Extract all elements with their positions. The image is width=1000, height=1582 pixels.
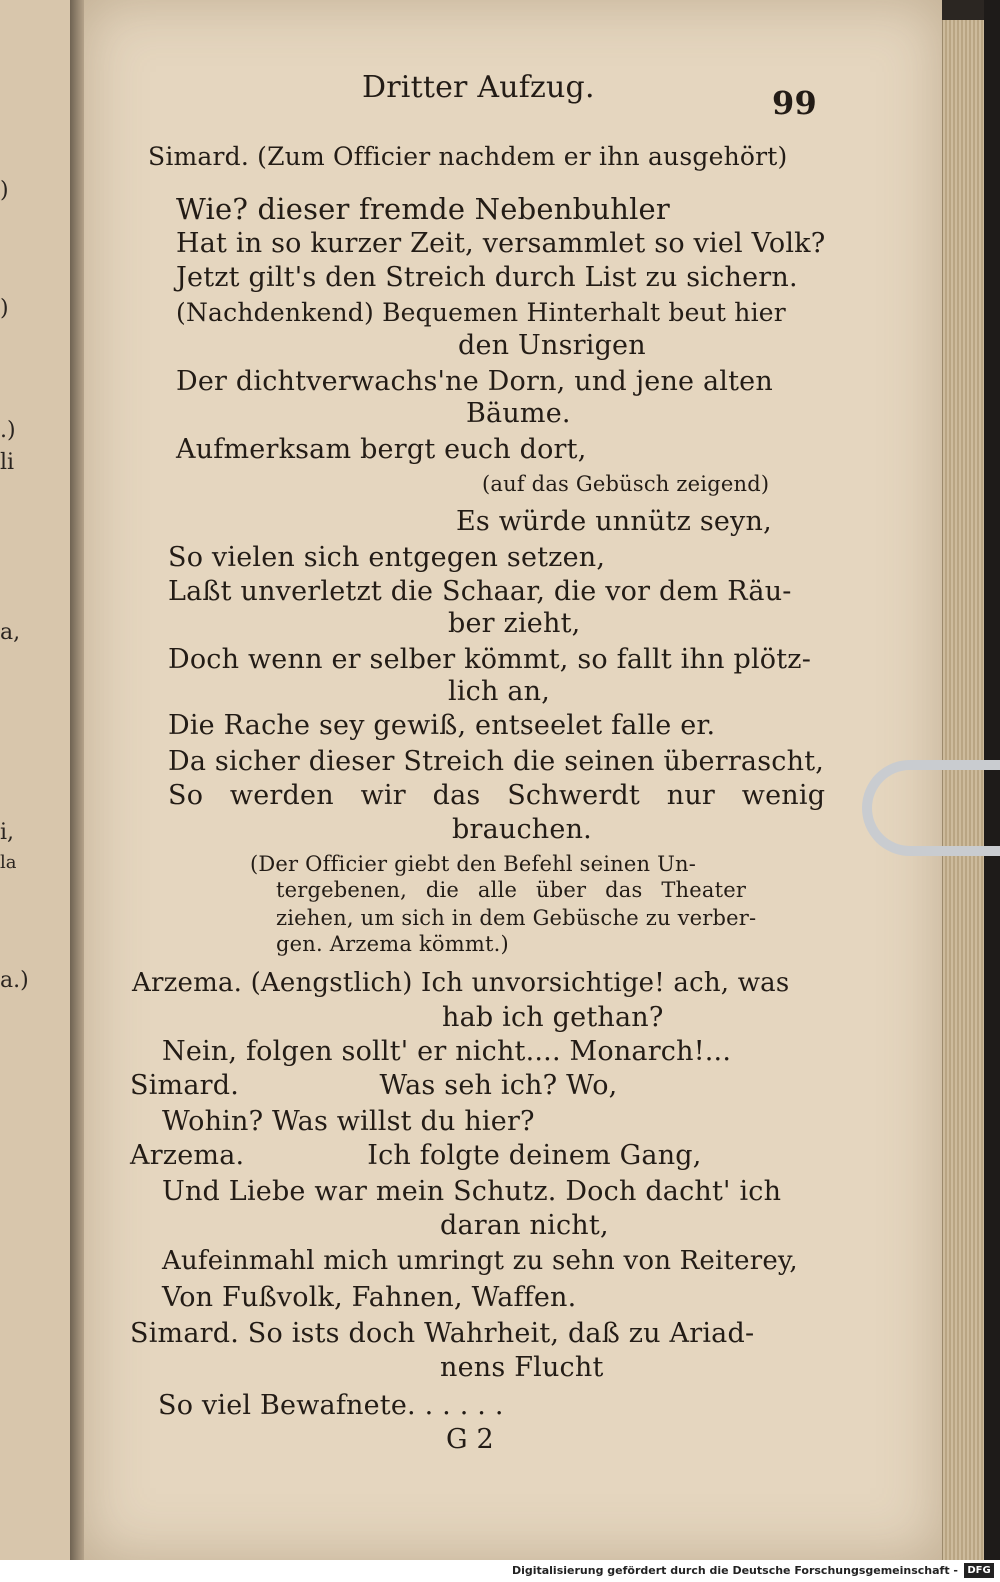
footer-credit: Digitalisierung gefördert durch die Deutsche Forschungsgemeinschaft - [511,1564,958,1577]
left-page-fragment: a.) [0,968,29,993]
text-line: Und Liebe war mein Schutz. Doch dacht' ich [162,1176,782,1207]
text-line: Bäume. [466,398,571,429]
left-page-fragment: la [0,852,17,873]
text-line: daran nicht, [440,1210,609,1241]
left-page-fragment: a, [0,620,21,645]
text-line: Es würde unnütz seyn, [456,506,772,537]
text-line: Der dichtverwachs'ne Dorn, und jene alten [176,366,773,397]
text-line: hab ich gethan? [442,1002,664,1033]
text-line: Arzema. (Aengstlich) Ich unvorsichtige! ach, was [132,968,790,998]
text-line: Aufeinmahl mich umringt zu sehn von Reiterey, [162,1246,798,1276]
stage-direction: gen. Arzema kömmt.) [276,932,509,956]
text-line: (Nachdenkend) Bequemen Hinterhalt beut hier [176,298,786,327]
signature-mark: G 2 [446,1424,494,1455]
left-page-fragment: ) [0,178,9,203]
page-number: 99 [772,84,817,122]
text-line: den Unsrigen [458,330,646,361]
running-title: Dritter Aufzug. [362,70,595,105]
stage-direction: ziehen, um sich in dem Gebüsche zu verber- [276,906,757,930]
text-line: So werden wir das Schwerdt nur wenig [168,780,826,811]
left-page-fragment: ) [0,296,9,321]
text-line: Von Fußvolk, Fahnen, Waffen. [162,1282,577,1313]
text-line: Doch wenn er selber kömmt, so fallt ihn plötz- [168,644,812,675]
dfg-logo: DFG [964,1563,994,1578]
text-line: nens Flucht [440,1352,604,1383]
text-line: So viel Bewafnete. . . . . . [158,1390,504,1421]
text-line: Die Rache sey gewiß, entseelet falle er. [168,710,716,741]
text-line: Da sicher dieser Streich die seinen überrascht, [168,746,825,777]
text-line: Hat in so kurzer Zeit, versammlet so viel Volk? [176,228,826,259]
text-line: Simard. (Zum Officier nachdem er ihn ausgehört) [148,142,788,171]
text-line: Nein, folgen sollt' er nicht.... Monarch!... [162,1036,732,1067]
text-line: Aufmerksam bergt euch dort, [176,434,587,465]
stage-direction: (auf das Gebüsch zeigend) [482,472,770,496]
left-page-fragment: .) [0,418,16,443]
text-line: Wohin? Was willst du hier? [162,1106,535,1137]
text-line: brauchen. [452,814,592,845]
text-line: Simard. Was seh ich? Wo, [130,1070,618,1101]
text-line: Arzema. Ich folgte deinem Gang, [130,1140,702,1171]
text-line: Jetzt gilt's den Streich durch List zu sichern. [176,262,798,293]
text-line: Wie? dieser fremde Nebenbuhler [176,192,670,226]
text-line: ber zieht, [448,608,581,639]
page-clip [862,760,1000,856]
text-line: So vielen sich entgegen setzen, [168,542,606,573]
stage-direction: (Der Officier giebt den Befehl seinen Un- [250,852,697,876]
text-line: Laßt unverletzt die Schaar, die vor dem Räu- [168,576,792,607]
text-line: Simard. So ists doch Wahrheit, daß zu Ariad- [130,1318,755,1349]
left-page-fragment: li [0,450,15,475]
stage-direction: tergebenen, die alle über das Theater [276,878,747,902]
left-page-fragment: i, [0,820,15,845]
text-line: lich an, [448,676,551,707]
